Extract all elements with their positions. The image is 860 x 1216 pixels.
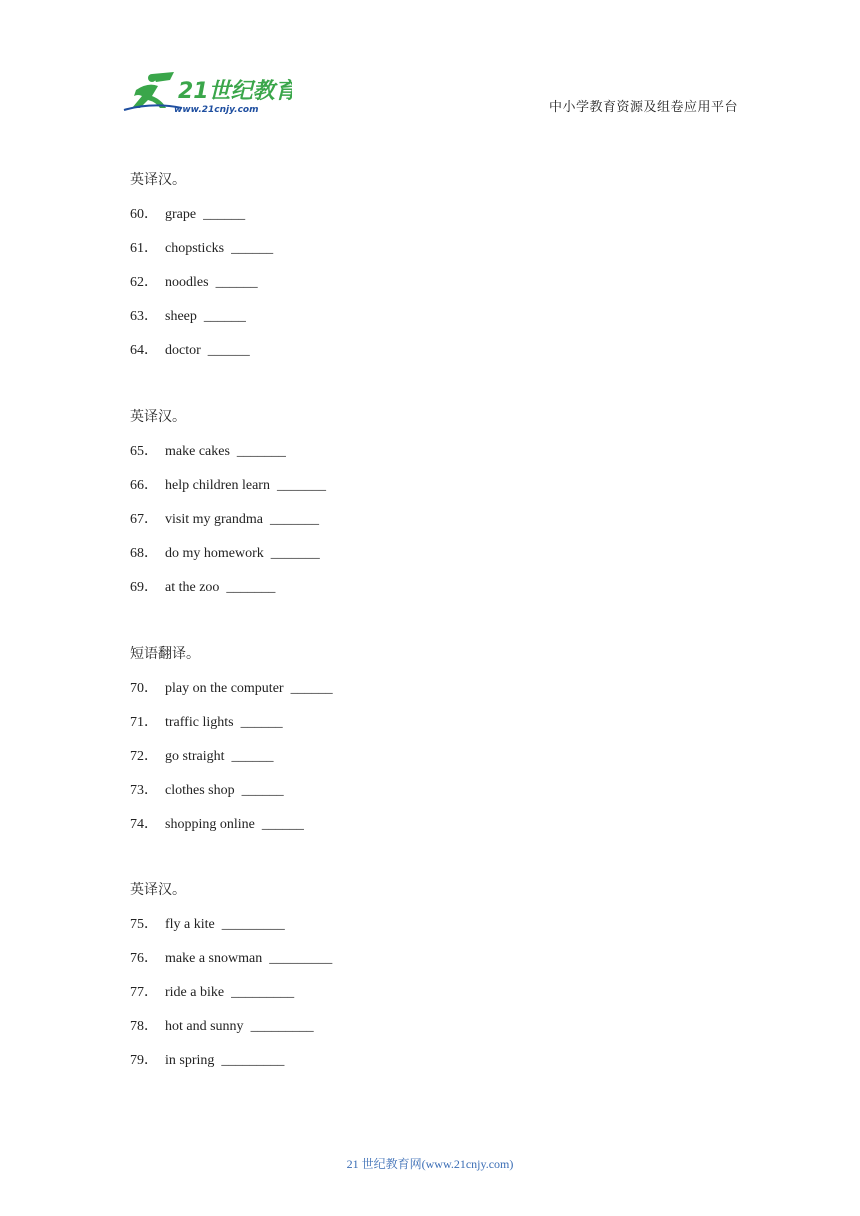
answer-blank[interactable]: _________ (269, 951, 333, 966)
question-text: noodles (165, 275, 209, 290)
svg-text:www.21cnjy.com: www.21cnjy.com (174, 105, 259, 115)
answer-blank[interactable]: ______ (203, 207, 246, 222)
question-item (130, 240, 273, 258)
question-text: sheep (165, 309, 197, 324)
question-text: go straight (165, 749, 225, 764)
question-text: hot and sunny (165, 1019, 244, 1034)
question-number: 66． (130, 478, 158, 493)
question-number: 60． (130, 207, 158, 222)
answer-blank[interactable]: ______ (207, 343, 250, 358)
answer-blank[interactable]: _______ (236, 444, 286, 459)
question-number: 79． (130, 1053, 158, 1068)
answer-blank[interactable]: ______ (203, 309, 246, 324)
svg-text:21世纪教育: 21世纪教育 (178, 79, 292, 104)
section-heading: 短语翻译。 (130, 647, 200, 662)
question-item (130, 916, 285, 934)
question-item (130, 308, 246, 326)
answer-blank[interactable]: _________ (250, 1019, 314, 1034)
question-text: help children learn (165, 478, 270, 493)
question-number: 61． (130, 241, 158, 256)
question-number: 75． (130, 917, 158, 932)
question-number: 72． (130, 749, 158, 764)
runner-logo-icon (122, 68, 292, 116)
question-text: in spring (165, 1053, 215, 1068)
answer-blank[interactable]: _________ (221, 917, 285, 932)
question-text: traffic lights (165, 715, 234, 730)
section-heading: 英译汉。 (130, 410, 186, 425)
answer-blank[interactable]: ______ (261, 817, 304, 832)
answer-blank[interactable]: _______ (226, 580, 276, 595)
answer-blank[interactable]: ______ (290, 681, 333, 696)
page-footer: 21 世纪教育网(www.21cnjy.com) (346, 1157, 514, 1171)
question-text: do my homework (165, 546, 264, 561)
answer-blank[interactable]: ______ (231, 749, 274, 764)
question-item (130, 477, 326, 495)
question-number: 69． (130, 580, 158, 595)
question-item (130, 511, 319, 529)
question-item (130, 1018, 314, 1036)
question-number: 73． (130, 783, 158, 798)
question-item (130, 443, 286, 461)
question-item (130, 714, 283, 732)
answer-blank[interactable]: _______ (270, 512, 319, 527)
answer-blank[interactable]: ______ (215, 275, 258, 290)
question-number: 68． (130, 546, 158, 561)
question-number: 63． (130, 309, 158, 324)
question-text: at the zoo (165, 580, 220, 595)
question-text: grape (165, 207, 197, 222)
question-item (130, 748, 274, 766)
answer-blank[interactable]: ______ (240, 715, 283, 730)
question-item (130, 950, 332, 968)
section-heading: 英译汉。 (130, 173, 186, 188)
section-heading: 英译汉。 (130, 883, 186, 898)
question-text: make a snowman (165, 951, 263, 966)
question-item (130, 545, 320, 563)
question-item (130, 274, 258, 292)
question-text: visit my grandma (165, 512, 263, 527)
question-item (130, 816, 304, 834)
question-text: doctor (165, 343, 201, 358)
question-number: 74． (130, 817, 158, 832)
question-text: play on the computer (165, 681, 284, 696)
site-logo (122, 68, 292, 116)
platform-tagline: 中小学教育资源及组卷应用平台 (549, 99, 739, 114)
question-item (130, 680, 333, 698)
question-number: 64． (130, 343, 158, 358)
question-text: fly a kite (165, 917, 215, 932)
question-number: 67． (130, 512, 158, 527)
question-item (130, 984, 294, 1002)
question-item (130, 206, 245, 224)
question-text: shopping online (165, 817, 255, 832)
question-number: 71． (130, 715, 158, 730)
question-item (130, 1052, 284, 1070)
answer-blank[interactable]: ______ (231, 241, 274, 256)
answer-blank[interactable]: _________ (221, 1053, 285, 1068)
question-text: chopsticks (165, 241, 225, 256)
question-item (130, 342, 250, 360)
question-item (130, 782, 284, 800)
question-number: 62． (130, 275, 158, 290)
answer-blank[interactable]: _______ (270, 546, 320, 561)
answer-blank[interactable]: _________ (231, 985, 295, 1000)
question-number: 70． (130, 681, 158, 696)
question-number: 77． (130, 985, 158, 1000)
question-number: 65． (130, 444, 158, 459)
question-item (130, 579, 275, 597)
answer-blank[interactable]: ______ (241, 783, 284, 798)
question-number: 78． (130, 1019, 158, 1034)
answer-blank[interactable]: _______ (276, 478, 326, 493)
question-text: clothes shop (165, 783, 235, 798)
question-text: make cakes (165, 444, 230, 459)
question-number: 76． (130, 951, 158, 966)
question-text: ride a bike (165, 985, 225, 1000)
